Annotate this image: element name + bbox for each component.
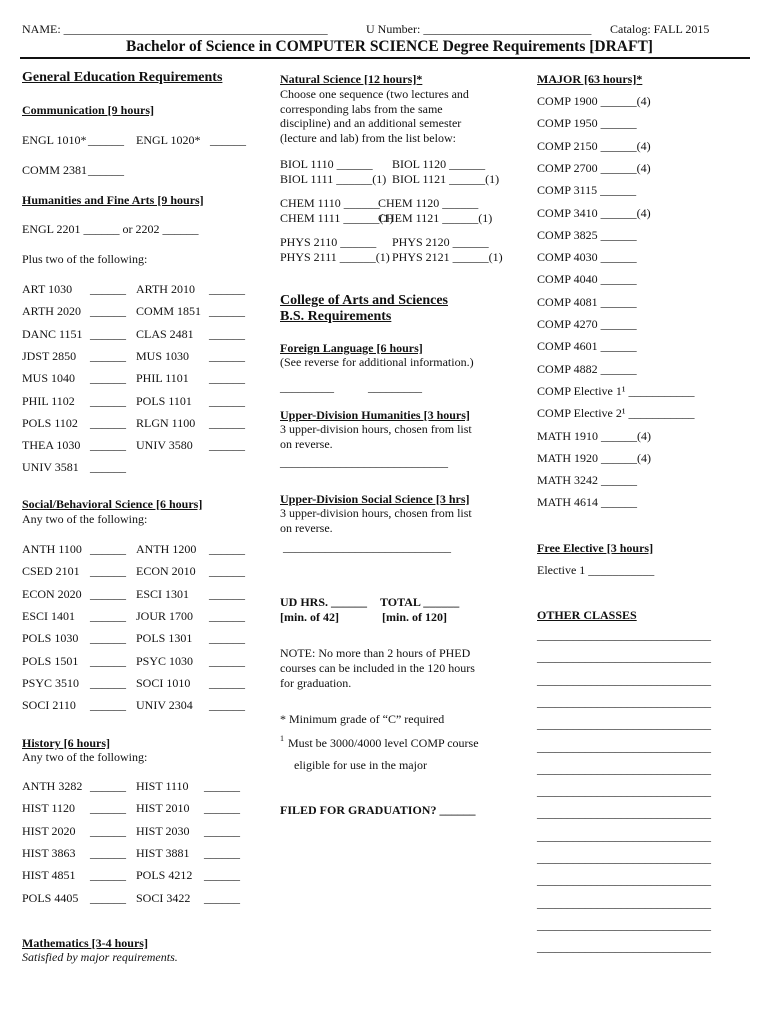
course-blank[interactable]: ______	[204, 823, 240, 838]
course-code: HIST 3863	[22, 845, 76, 860]
course-blank[interactable]: ______	[204, 779, 240, 793]
total-hours-field[interactable]: TOTAL ______	[380, 595, 460, 609]
course-blank[interactable]: ______	[209, 698, 245, 713]
phed-note-2: courses can be included in the 120 hours	[280, 661, 475, 675]
course-code: UNIV 2304	[136, 698, 193, 713]
other-class-line[interactable]: _____________________________	[537, 650, 711, 665]
course-code: MUS 1030	[136, 348, 190, 363]
unumber-field[interactable]: U Number: ____________________________	[366, 22, 592, 36]
natsci-desc-3: discipline) and an additional semester	[280, 116, 462, 130]
major-course[interactable]: COMP 3825 ______	[537, 227, 637, 242]
course-code: SOCI 1010	[136, 675, 191, 690]
course-code: ENGL 1010*	[22, 133, 87, 147]
course-code: HIST 2020	[22, 823, 76, 838]
course-code: CSED 2101	[22, 564, 80, 579]
course-code: ART 1030	[22, 282, 73, 296]
free-elective-1[interactable]: Elective 1 ___________	[537, 563, 655, 577]
course-code: UNIV 3581	[22, 460, 79, 475]
course-blank[interactable]: ______	[204, 845, 240, 860]
course-code: ARTH 2020	[22, 304, 81, 319]
course-code: HIST 1110	[136, 779, 189, 793]
phed-note-1: NOTE: No more than 2 hours of PHED	[280, 646, 471, 660]
natsci-course[interactable]: PHYS 2120 ______	[392, 235, 489, 249]
major-course[interactable]: MATH 1910 ______(4)	[537, 428, 651, 443]
total-hours-min: [min. of 120]	[382, 610, 447, 624]
math-heading: Mathematics [3-4 hours]	[22, 936, 148, 950]
natsci-course[interactable]: BIOL 1111 ______(1)	[280, 171, 387, 186]
course-code: ECON 2020	[22, 586, 82, 601]
course-blank[interactable]: ______	[88, 163, 124, 177]
title-rule	[20, 57, 750, 59]
course-code: HIST 4851	[22, 868, 76, 883]
course-blank[interactable]: ______	[209, 348, 245, 363]
natsci-course[interactable]: CHEM 1121 ______(1)	[378, 210, 493, 225]
course-blank[interactable]: ______	[90, 304, 126, 319]
natsci-course[interactable]: PHYS 2121 ______(1)	[392, 249, 503, 264]
other-class-line[interactable]: _____________________________	[537, 873, 711, 888]
course-code: PHIL 1102	[22, 393, 75, 408]
social-note: Any two of the following:	[22, 512, 148, 526]
course-blank[interactable]: ______	[90, 779, 126, 793]
major-course[interactable]: MATH 4614 ______	[537, 495, 638, 510]
college-heading: College of Arts and Sciences	[280, 293, 448, 308]
history-note: Any two of the following:	[22, 750, 148, 764]
natsci-course[interactable]: CHEM 1110 ______	[280, 196, 380, 210]
other-class-line[interactable]: _____________________________	[537, 672, 711, 687]
other-class-line[interactable]: _____________________________	[537, 806, 711, 821]
filed-for-graduation[interactable]: FILED FOR GRADUATION? ______	[280, 803, 476, 817]
foreign-blank-2[interactable]: _________	[368, 380, 422, 394]
course-blank[interactable]: ______	[209, 631, 245, 646]
course-blank[interactable]: ______	[90, 698, 126, 713]
course-blank[interactable]: ______	[90, 675, 126, 690]
other-class-line[interactable]: _____________________________	[537, 784, 711, 799]
humanities-note: Plus two of the following:	[22, 252, 148, 266]
major-course[interactable]: MATH 3242 ______	[537, 473, 638, 488]
course-blank[interactable]: ______	[210, 133, 246, 147]
natsci-desc-1: Choose one sequence (two lectures and	[280, 87, 469, 101]
course-code: HIST 2010	[136, 801, 190, 816]
course-code: POLS 1501	[22, 653, 79, 668]
course-code: PSYC 1030	[136, 653, 194, 668]
other-class-line[interactable]: _____________________________	[537, 895, 711, 910]
natsci-desc-4: (lecture and lab) from the list below:	[280, 130, 456, 145]
other-class-line[interactable]: _____________________________	[537, 694, 711, 709]
course-code: POLS 4212	[136, 868, 193, 883]
course-blank[interactable]: ______	[209, 393, 245, 408]
course-code: HIST 2030	[136, 823, 190, 838]
course-code: ARTH 2010	[136, 282, 195, 296]
course-blank[interactable]: ______	[204, 868, 240, 883]
course-blank[interactable]: ______	[90, 631, 126, 646]
course-code: HIST 1120	[22, 801, 76, 816]
catalog-label: Catalog: FALL 2015	[610, 22, 710, 36]
natsci-course[interactable]: BIOL 1110 ______	[280, 157, 373, 171]
course-blank[interactable]: ______	[209, 304, 245, 319]
course-blank[interactable]: ______	[90, 371, 126, 386]
footnote-2: eligible for use in the major	[294, 758, 427, 772]
course-blank[interactable]: ______	[90, 393, 126, 408]
foreign-blank-1[interactable]: _________	[280, 380, 334, 394]
foreign-language-note: (See reverse for additional information.)	[280, 355, 474, 369]
major-course[interactable]: COMP 2700 ______(4)	[537, 160, 651, 175]
course-blank[interactable]: ______	[90, 890, 126, 905]
natsci-desc-2: corresponding labs from the same	[280, 101, 443, 116]
ud-social-blank[interactable]: ____________________________	[283, 540, 451, 554]
other-class-line[interactable]: _____________________________	[537, 851, 711, 865]
major-course[interactable]: COMP 1950 ______	[537, 116, 637, 131]
course-blank[interactable]: ______	[90, 438, 126, 453]
engl-2201-line[interactable]: ENGL 2201 ______ or 2202 ______	[22, 222, 199, 236]
course-blank[interactable]: ______	[204, 801, 240, 816]
course-code: ESCI 1401	[22, 608, 76, 623]
course-blank[interactable]: ______	[90, 348, 126, 363]
course-blank[interactable]: ______	[209, 608, 245, 623]
course-code: POLS 1101	[136, 393, 192, 408]
ud-humanities-heading: Upper-Division Humanities [3 hours]	[280, 408, 470, 422]
course-blank[interactable]: ______	[209, 326, 245, 341]
course-code: POLS 1030	[22, 631, 79, 646]
other-class-line[interactable]: _____________________________	[537, 628, 711, 642]
course-code: ESCI 1301	[136, 586, 190, 601]
major-course[interactable]: COMP 3410 ______(4)	[537, 205, 651, 220]
communication-heading: Communication [9 hours]	[22, 103, 155, 117]
course-blank[interactable]: ______	[209, 282, 245, 296]
natsci-course[interactable]: BIOL 1121 ______(1)	[392, 171, 500, 186]
course-blank[interactable]: ______	[90, 326, 126, 341]
natsci-course[interactable]: PHYS 2111 ______(1)	[280, 249, 390, 264]
major-course[interactable]: MATH 1920 ______(4)	[537, 450, 651, 465]
course-code: COMM 2381	[22, 163, 88, 177]
course-blank[interactable]: ______	[90, 586, 126, 601]
major-course[interactable]: COMP 3115 ______	[537, 183, 637, 198]
other-class-line[interactable]: _____________________________	[537, 739, 711, 754]
history-heading: History [6 hours]	[22, 736, 110, 750]
course-code: ENGL 1020*	[136, 133, 201, 147]
natsci-course[interactable]: BIOL 1120 ______	[392, 157, 486, 171]
phed-note-3: for graduation.	[280, 676, 352, 690]
course-blank[interactable]: ______	[90, 542, 126, 556]
natsci-course[interactable]: CHEM 1120 ______	[378, 196, 479, 210]
natsci-course[interactable]: CHEM 1111 ______(1)	[280, 210, 394, 225]
course-blank[interactable]: ______	[90, 823, 126, 838]
major-course[interactable]: COMP 2150 ______(4)	[537, 138, 651, 153]
course-blank[interactable]: ______	[209, 653, 245, 668]
other-class-line[interactable]: _____________________________	[537, 717, 711, 732]
course-code: PHIL 1101	[136, 371, 189, 386]
footnote-mark: 1	[280, 734, 284, 743]
other-class-line[interactable]: _____________________________	[537, 761, 711, 776]
major-course[interactable]: COMP 4081 ______	[537, 294, 637, 309]
ud-humanities-desc-1: 3 upper-division hours, chosen from list	[280, 422, 472, 436]
college-heading-2: B.S. Requirements	[280, 309, 392, 324]
major-course[interactable]: COMP 4882 ______	[537, 361, 637, 376]
other-classes-heading: OTHER CLASSES	[537, 608, 637, 622]
major-course[interactable]: COMP 4030 ______	[537, 250, 637, 265]
course-code: DANC 1151	[22, 326, 83, 341]
humanities-heading: Humanities and Fine Arts [9 hours]	[22, 193, 204, 207]
major-course[interactable]: COMP Elective 1¹ ___________	[537, 383, 695, 398]
course-code: SOCI 2110	[22, 698, 76, 713]
ud-humanities-blank[interactable]: ____________________________	[280, 455, 448, 469]
course-blank[interactable]: ______	[90, 415, 126, 430]
course-blank[interactable]: ______	[90, 564, 126, 579]
course-code: POLS 1102	[22, 415, 78, 430]
foreign-language-heading: Foreign Language [6 hours]	[280, 341, 423, 355]
major-course[interactable]: COMP 1900 ______(4)	[537, 94, 651, 108]
course-code: CLAS 2481	[136, 326, 194, 341]
course-blank[interactable]: ______	[90, 801, 126, 816]
course-code: SOCI 3422	[136, 890, 191, 905]
ud-hours-min: [min. of 42]	[280, 610, 339, 624]
ud-humanities-desc-2: on reverse.	[280, 436, 333, 451]
course-blank[interactable]: ______	[90, 282, 126, 296]
course-blank[interactable]: ______	[209, 586, 245, 601]
name-field[interactable]: NAME: ____________________________________________	[22, 22, 328, 36]
course-blank[interactable]: ______	[209, 542, 245, 556]
ud-hours-field[interactable]: UD HRS. ______	[280, 595, 368, 609]
course-blank[interactable]: ______	[90, 868, 126, 883]
course-code: ANTH 3282	[22, 779, 83, 793]
other-class-line[interactable]: _____________________________	[537, 917, 711, 932]
natsci-heading: Natural Science [12 hours]*	[280, 72, 423, 86]
course-code: COMM 1851	[136, 304, 202, 319]
course-code: THEA 1030	[22, 438, 81, 453]
course-blank[interactable]: ______	[90, 653, 126, 668]
natsci-course[interactable]: PHYS 2110 ______	[280, 235, 377, 249]
math-note: Satisfied by major requirements.	[22, 950, 178, 964]
course-blank[interactable]: ______	[90, 460, 126, 475]
course-blank[interactable]: ______	[204, 890, 240, 905]
course-code: JOUR 1700	[136, 608, 194, 623]
course-blank[interactable]: ______	[209, 675, 245, 690]
course-code: POLS 4405	[22, 890, 79, 905]
ud-social-heading: Upper-Division Social Science [3 hrs]	[280, 492, 470, 506]
social-heading: Social/Behavioral Science [6 hours]	[22, 497, 203, 511]
course-code: ANTH 1100	[22, 542, 82, 556]
other-class-line[interactable]: _____________________________	[537, 828, 711, 843]
course-code: PSYC 3510	[22, 675, 80, 690]
footnote-1: Must be 3000/4000 level COMP course	[288, 736, 479, 750]
course-code: JDST 2850	[22, 348, 77, 363]
page-title: Bachelor of Science in COMPUTER SCIENCE Degree Requirements [DRAFT]	[126, 38, 653, 55]
gen-ed-title: General Education Requirements	[22, 70, 223, 85]
major-course[interactable]: COMP 4601 ______	[537, 339, 637, 354]
course-blank[interactable]: ______	[90, 608, 126, 623]
major-heading: MAJOR [63 hours]*	[537, 72, 643, 86]
other-class-line[interactable]: _____________________________	[537, 940, 711, 955]
course-code: UNIV 3580	[136, 438, 193, 453]
ud-social-desc-1: 3 upper-division hours, chosen from list	[280, 506, 472, 520]
course-code: ANTH 1200	[136, 542, 197, 556]
course-blank[interactable]: ______	[209, 415, 245, 430]
course-blank[interactable]: ______	[88, 133, 124, 147]
course-code: HIST 3881	[136, 845, 190, 860]
course-code: RLGN 1100	[136, 415, 196, 430]
course-blank[interactable]: ______	[209, 564, 245, 579]
min-grade-note: * Minimum grade of “C” required	[280, 712, 445, 726]
course-blank[interactable]: ______	[90, 845, 126, 860]
course-code: ECON 2010	[136, 564, 196, 579]
course-code: MUS 1040	[22, 371, 76, 386]
course-blank[interactable]: ______	[209, 438, 245, 453]
major-course[interactable]: COMP Elective 2¹ ___________	[537, 406, 695, 421]
free-elective-heading: Free Elective [3 hours]	[537, 541, 654, 555]
ud-social-desc-2: on reverse.	[280, 520, 333, 535]
major-course[interactable]: COMP 4270 ______	[537, 317, 637, 331]
course-code: POLS 1301	[136, 631, 193, 646]
course-blank[interactable]: ______	[209, 371, 245, 386]
major-course[interactable]: COMP 4040 ______	[537, 272, 637, 287]
